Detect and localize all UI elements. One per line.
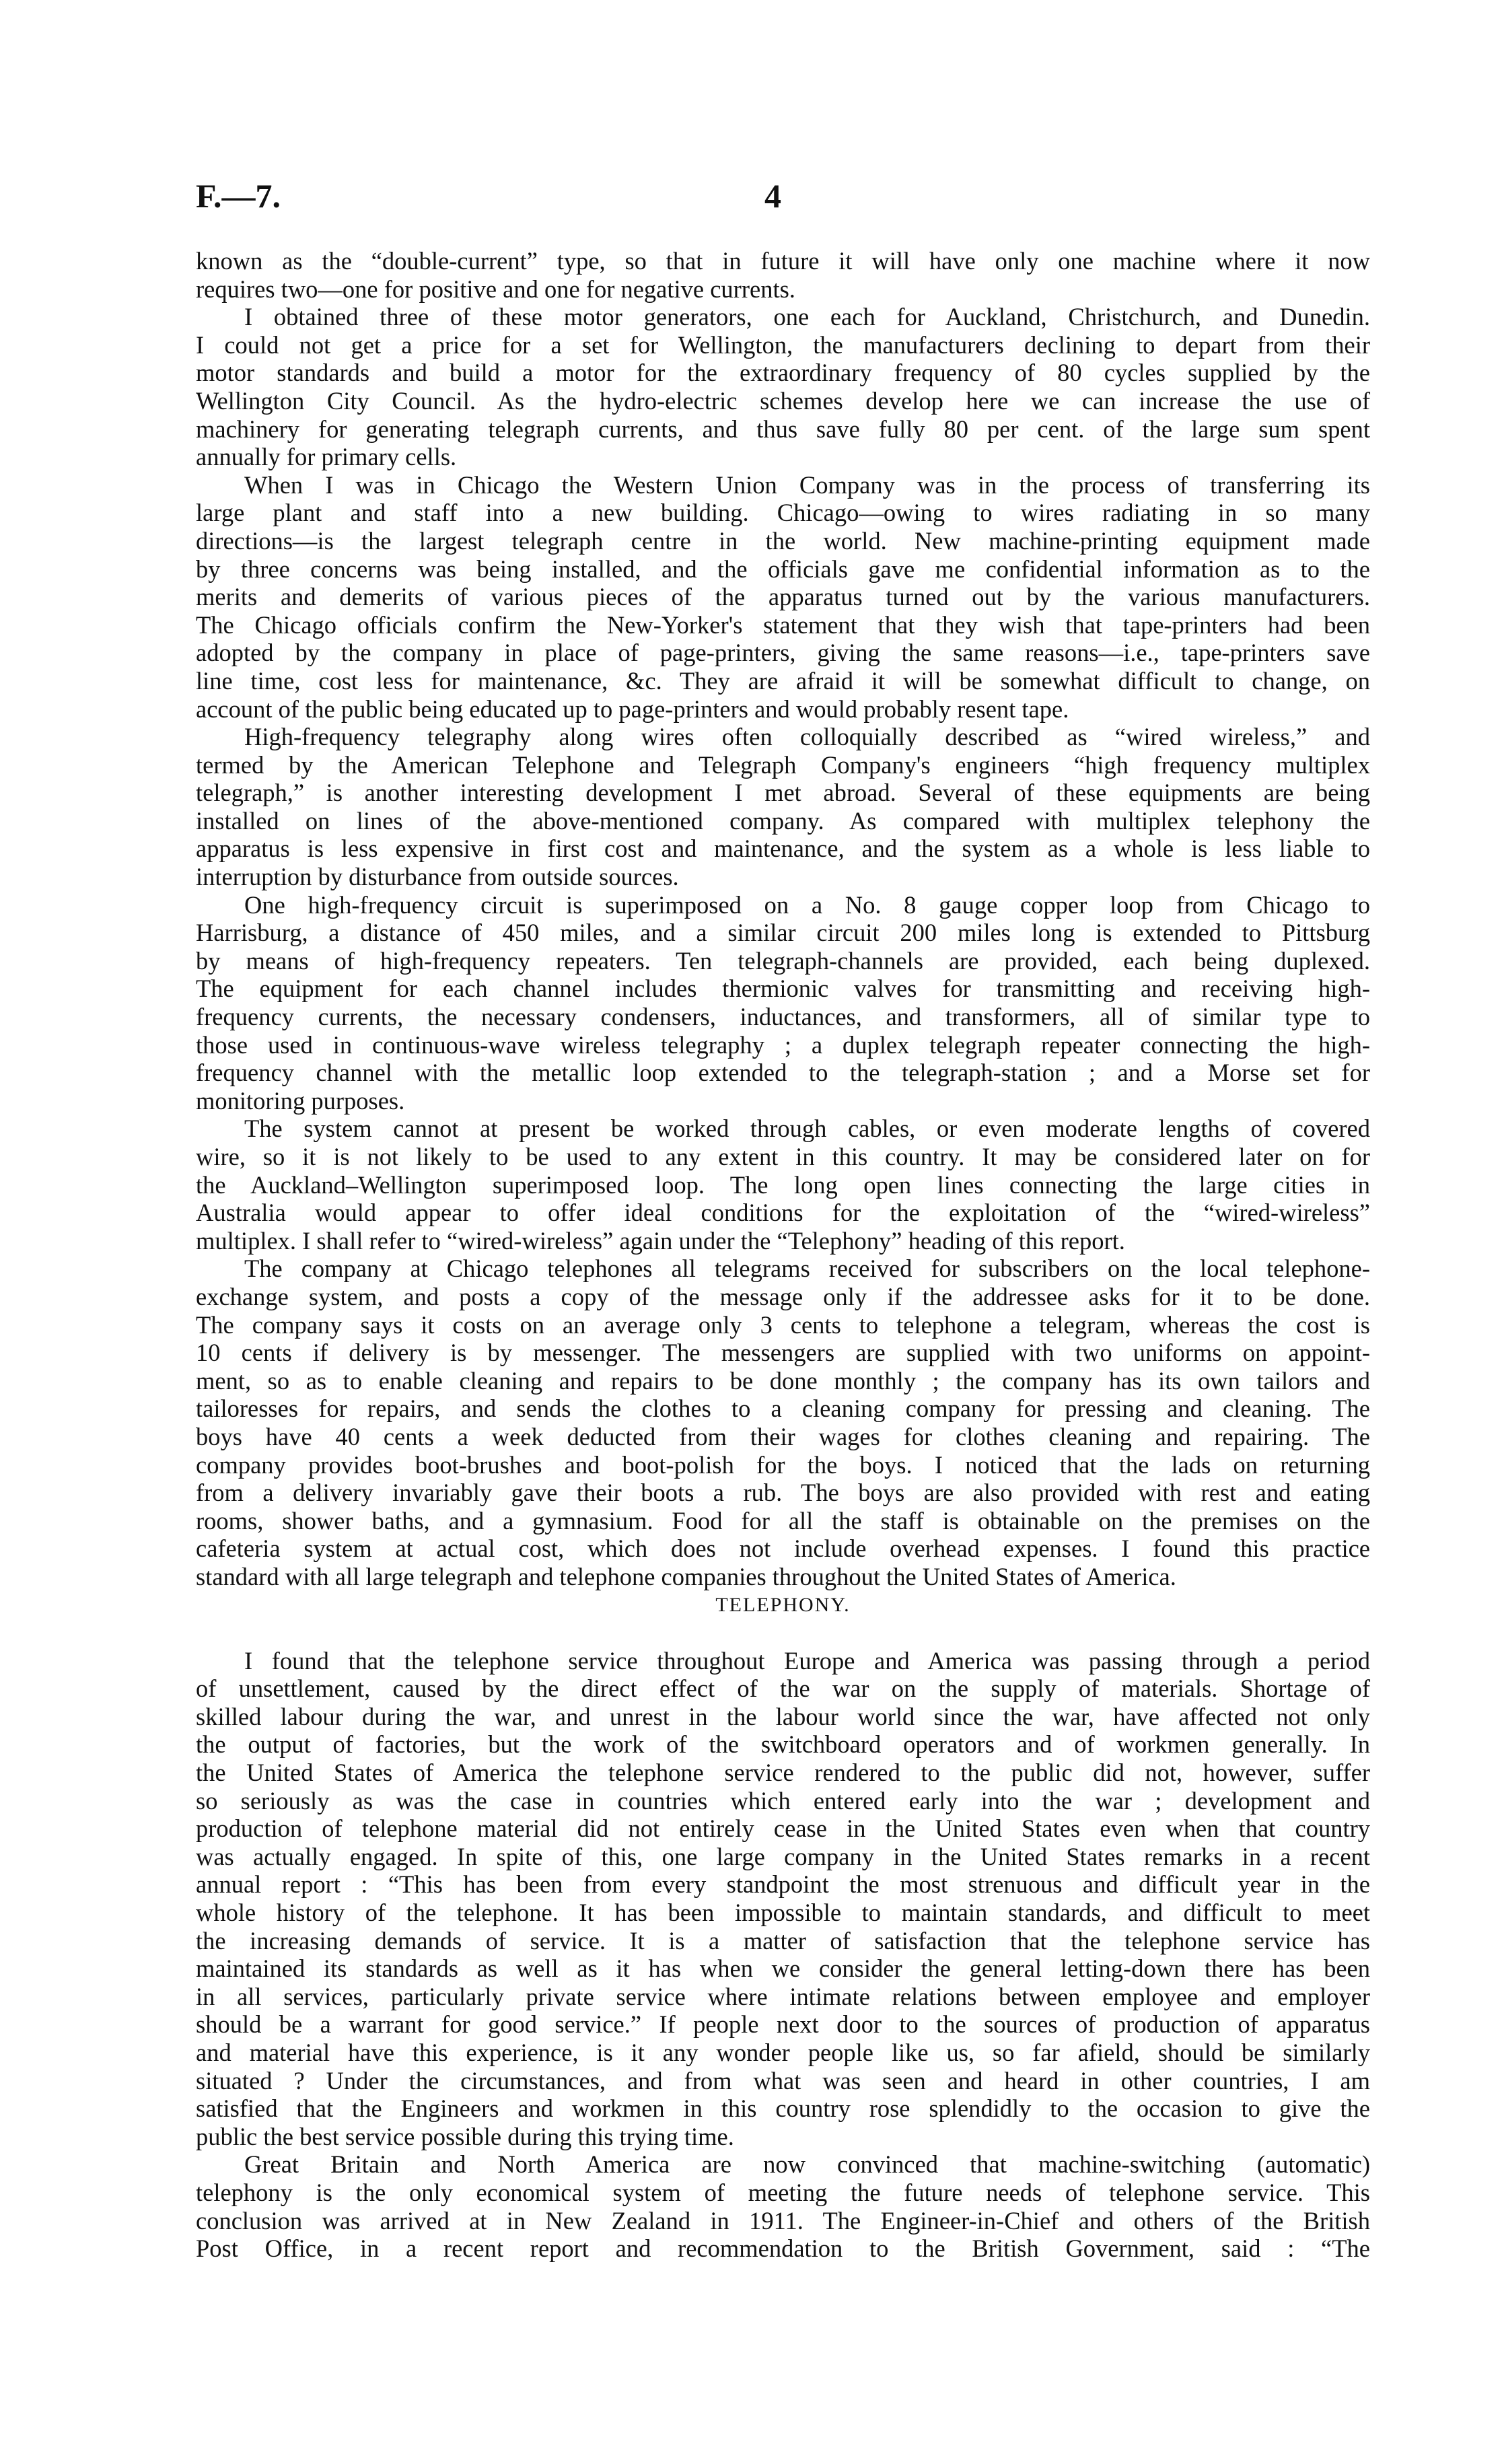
text-line: 10 cents if delivery is by messenger. The messengers are supplied with two uniforms on appoint- — [196, 1339, 1370, 1367]
paragraph — [196, 247, 1370, 303]
text-line: the Auckland–Wellington superimposed loop. The long open lines connecting the large cities in — [196, 1170, 1370, 1199]
text-line: skilled labour during the war, and unrest in the labour world since the war, have affected not only — [196, 1702, 1370, 1730]
text-line: The equipment for each channel includes thermionic valves for transmitting and receiving high- — [196, 975, 1370, 1003]
paragraph — [196, 1255, 1370, 1590]
text-line: known as the “double-current” type, so that in future it will have only one machine where it now — [196, 247, 1370, 275]
text-line: termed by the American Telephone and Telegraph Company's engineers “high frequency multiplex — [196, 750, 1370, 779]
text-line: those used in continuous-wave wireless telegraphy ; a duplex telegraph repeater connecting the high- — [196, 1030, 1370, 1059]
text-line: the United States of America the telephone service rendered to the public did not, however, suffer — [196, 1759, 1370, 1787]
text-line: annual report : “This has been from every standpoint the most strenuous and difficult year in the — [196, 1870, 1370, 1899]
text-line: High-frequency telegraphy along wires often colloquially described as “wired wireless,” and — [244, 723, 1370, 751]
text-line: so seriously as was the case in countries which entered early into the war ; development and — [196, 1786, 1370, 1815]
text-line: was actually engaged. In spite of this, one large company in the United States remarks in a recent — [196, 1842, 1370, 1870]
text-line: The Chicago officials confirm the New-Yorker's statement that they wish that tape-printers had been — [196, 610, 1370, 639]
paragraph — [196, 1115, 1370, 1255]
page-number: 4 — [764, 177, 781, 215]
text-line: When I was in Chicago the Western Union Company was in the process of transferring its — [244, 470, 1370, 499]
text-line: maintained its standards as well as it has when we consider the general letting-down there has been — [196, 1955, 1370, 1983]
text-line: production of telephone material did not entirely cease in the United States even when that country — [196, 1815, 1370, 1843]
paragraph — [196, 471, 1370, 723]
text-line: line time, cost less for maintenance, &c. They are afraid it will be somewhat difficult to change, on — [196, 666, 1370, 695]
text-line: exchange system, and posts a copy of the message only if the addressee asks for it to be done. — [196, 1282, 1370, 1310]
text-line: by three concerns was being installed, and the officials gave me confidential information as to the — [196, 555, 1370, 583]
text-line: annually for primary cells. — [196, 443, 457, 471]
text-line: boys have 40 cents a week deducted from their wages for clothes cleaning and repairing. The — [196, 1422, 1370, 1450]
text-line: whole history of the telephone. It has been impossible to maintain standards, and difficult to meet — [196, 1899, 1370, 1927]
text-line: monitoring purposes. — [196, 1086, 405, 1115]
text-line: ment, so as to enable cleaning and repairs to be done monthly ; the company has its own tailors and — [196, 1366, 1370, 1395]
text-line: machinery for generating telegraph currents, and thus save fully 80 per cent. of the large sum spent — [196, 415, 1370, 443]
text-line: merits and demerits of various pieces of the apparatus turned out by the various manufacturers. — [196, 583, 1370, 611]
paragraph — [196, 303, 1370, 471]
text-line: account of the public being educated up to page-printers and would probably resent tape. — [196, 695, 1069, 723]
text-line: One high-frequency circuit is superimposed on a No. 8 gauge copper loop from Chicago to — [244, 890, 1370, 919]
text-line: and material have this experience, is it any wonder people like us, so far afield, should be similarly — [196, 2039, 1370, 2066]
text-line: adopted by the company in place of page-printers, giving the same reasons—i.e., tape-printers save — [196, 639, 1370, 667]
text-line: in all services, particularly private service where intimate relations between employee and employer — [196, 1982, 1370, 2010]
text-line: Great Britain and North America are now convinced that machine-switching (automatic) — [244, 2150, 1370, 2179]
text-line: The system cannot at present be worked through cables, or even moderate lengths of covered — [244, 1115, 1370, 1143]
text-line: the output of factories, but the work of the switchboard operators and of workmen generally. In — [196, 1730, 1370, 1759]
text-line: standard with all large telegraph and telephone companies throughout the United States of America. — [196, 1562, 1176, 1590]
text-line: directions—is the largest telegraph centre in the world. New machine-printing equipment made — [196, 526, 1370, 555]
text-line: apparatus is less expensive in first cost and maintenance, and the system as a whole is less liable to — [196, 835, 1370, 863]
text-line: multiplex. I shall refer to “wired-wireless” again under the “Telephony” heading of this report. — [196, 1226, 1125, 1255]
text-line: The company at Chicago telephones all telegrams received for subscribers on the local telephone- — [244, 1255, 1370, 1283]
paragraph — [196, 891, 1370, 1115]
text-line: wire, so it is not likely to be used to any extent in this country. It may be considered later on for — [196, 1143, 1370, 1170]
text-line: Australia would appear to offer ideal conditions for the exploitation of the “wired-wireless” — [196, 1199, 1370, 1227]
text-line: of unsettlement, caused by the direct effect of the war on the supply of materials. Shortage of — [196, 1675, 1370, 1703]
document-body — [196, 247, 1370, 2263]
text-line: telegraph,” is another interesting development I met abroad. Several of these equipments are being — [196, 779, 1370, 807]
text-line: satisfied that the Engineers and workmen in this country rose splendidly to the occasion to give the — [196, 2095, 1370, 2123]
text-line: Post Office, in a recent report and recommendation to the British Government, said : “The — [196, 2234, 1370, 2263]
text-line: rooms, shower baths, and a gymnasium. Food for all the staff is obtainable on the premises on the — [196, 1506, 1370, 1535]
paragraph — [196, 2150, 1370, 2262]
text-line: motor standards and build a motor for the extraordinary frequency of 80 cycles supplied by the — [196, 359, 1370, 387]
text-line: public the best service possible during this trying time. — [196, 2122, 734, 2150]
section-heading: TELEPHONY. — [715, 1593, 851, 1616]
paragraph — [196, 723, 1370, 891]
text-line: The company says it costs on an average only 3 cents to telephone a telegram, whereas the cost is — [196, 1310, 1370, 1339]
text-line: should be a warrant for good service.” If people next door to the sources of production of apparatus — [196, 2010, 1370, 2039]
text-line: telephony is the only economical system of meeting the future needs of telephone service. This — [196, 2178, 1370, 2206]
text-line: from a delivery invariably gave their boots a rub. The boys are also provided with rest and eating — [196, 1479, 1370, 1507]
paragraph — [196, 1647, 1370, 2151]
text-line: installed on lines of the above-mentioned company. As compared with multiplex telephony the — [196, 806, 1370, 835]
text-line: frequency currents, the necessary condensers, inductances, and transformers, all of similar type to — [196, 1003, 1370, 1031]
text-line: frequency channel with the metallic loop extended to the telegraph-station ; and a Morse set for — [196, 1059, 1370, 1087]
text-line: I could not get a price for a set for Wellington, the manufacturers declining to depart from their — [196, 330, 1370, 359]
text-line: situated ? Under the circumstances, and from what was seen and heard in other countries, I am — [196, 2066, 1370, 2095]
text-line: by means of high-frequency repeaters. Ten telegraph-channels are provided, each being duplexed. — [196, 946, 1370, 975]
text-line: tailoresses for repairs, and sends the clothes to a cleaning company for pressing and cleaning. The — [196, 1395, 1370, 1423]
text-line: cafeteria system at actual cost, which does not include overhead expenses. I found this practice — [196, 1535, 1370, 1563]
document-series-code: F.—7. — [196, 177, 281, 215]
text-line: interruption by disturbance from outside sources. — [196, 863, 679, 891]
text-line: Wellington City Council. As the hydro-electric schemes develop here we can increase the use of — [196, 386, 1370, 415]
text-line: requires two—one for positive and one for negative currents. — [196, 275, 795, 303]
text-line: Harrisburg, a distance of 450 miles, and a similar circuit 200 miles long is extended to Pittsburg — [196, 919, 1370, 947]
text-line: the increasing demands of service. It is a matter of satisfaction that the telephone service has — [196, 1926, 1370, 1955]
text-line: I found that the telephone service throughout Europe and America was passing through a period — [244, 1646, 1370, 1675]
text-line: I obtained three of these motor generators, one each for Auckland, Christchurch, and Dunedin. — [244, 303, 1370, 331]
text-line: company provides boot-brushes and boot-polish for the boys. I noticed that the lads on returning — [196, 1450, 1370, 1479]
text-line: large plant and staff into a new building. Chicago—owing to wires radiating in so many — [196, 499, 1370, 527]
text-line: conclusion was arrived at in New Zealand in 1911. The Engineer-in-Chief and others of the British — [196, 2206, 1370, 2234]
